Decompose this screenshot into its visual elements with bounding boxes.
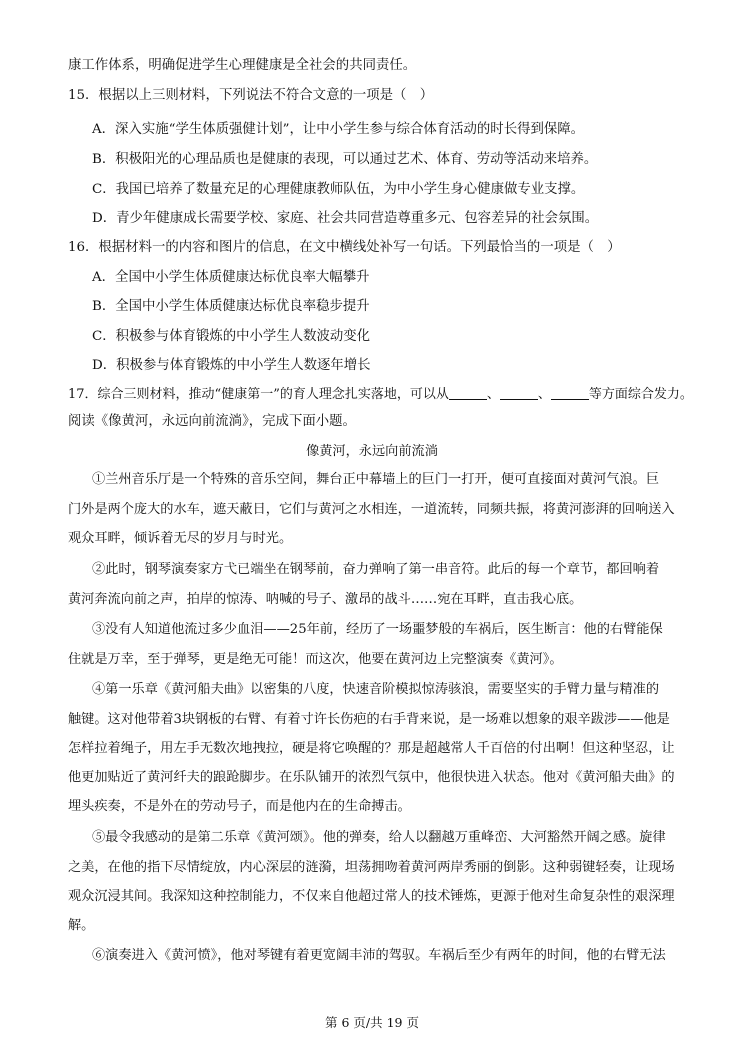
article-line: ①兰州音乐厅是一个特殊的音乐空间，舞台正中幕墙上的巨门一打开，便可直接面对黄河气浪。巨 (92, 472, 660, 487)
question-16-option-c: C．积极参与体育锻炼的中小学生人数波动变化 (92, 329, 371, 344)
article-line: ②此时，钢琴演奏家方弋已端坐在钢琴前，奋力弹响了第一串音符。此后的每一个章节，都回响着 (92, 562, 660, 577)
article-line: 黄河奔流向前之声，拍岸的惊涛、呐喊的号子、激昂的战斗……宛在耳畔，直击我心底。 (68, 592, 583, 607)
article-line: 触键。这对他带着3块钢板的右臂、有着寸许长伤疤的右手背来说，是一场难以想象的艰辛跋涉——他是 (68, 712, 670, 727)
page-number-footer: 第 6 页/共 19 页 (325, 1015, 419, 1030)
question-17-separator-2: 、 (537, 387, 551, 402)
question-16-option-b: B．全国中小学生体质健康达标优良率稳步提升 (92, 299, 370, 314)
question-15-option-b: B．积极阳光的心理品质也是健康的表现，可以通过艺术、体育、劳动等活动来培养。 (92, 152, 598, 167)
question-16-stem: 16．根据材料一的内容和图片的信息，在文中横线处补写一句话。下列最恰当的一项是（ ） (68, 240, 621, 255)
article-line: ④第一乐章《黄河船夫曲》以密集的八度，快速音阶模拟惊涛骇浪，需要坚实的手臂力量与精准的 (92, 682, 660, 697)
article-line: 观众沉浸其间。我深知这种控制能力，不仅来自他超过常人的技术锤炼，更源于他对生命复杂性的艰深理 (68, 889, 675, 904)
question-16-option-d: D．积极参与体育锻炼的中小学生人数逐年增长 (92, 358, 371, 373)
article-line: 门外是两个庞大的水车，遮天蔽日，它们与黄河之水相连，一道流转，同频共振，将黄河澎湃的回响送入 (68, 502, 675, 517)
question-17-stem-end: 等方面综合发力。 (588, 387, 693, 402)
question-16-option-a: A．全国中小学生体质健康达标优良率大幅攀升 (92, 270, 370, 285)
article-line: 观众耳畔，倾诉着无尽的岁月与时光。 (68, 531, 293, 546)
article-line: 他更加贴近了黄河纤夫的踉跄脚步。在乐队铺开的浓烈气氛中，他很快进入状态。他对《黄河船夫曲》的 (68, 770, 675, 785)
question-17-separator-1: 、 (486, 387, 500, 402)
article-line: 解。 (68, 918, 95, 933)
reading-intro: 阅读《像黄河，永远向前流淌》，完成下面小题。 (68, 414, 356, 429)
question-15-stem: 15．根据以上三则材料，下列说法不符合文意的一项是（ ） (68, 88, 434, 103)
article-line: 之美，在他的指下尽情绽放，内心深层的涟漪，坦荡拥吻着黄河两岸秀丽的倒影。这种弱键轻奏，让现场 (68, 860, 675, 875)
intro-tail-text: 康工作体系，明确促进学生心理健康是全社会的共同责任。 (68, 58, 417, 73)
question-17-stem-start: 17．综合三则材料，推动“健康第一”的育人理念扎实落地，可以从 (68, 387, 449, 402)
article-line: ⑤最令我感动的是第二乐章《黄河颂》。他的弹奏，给人以翻越万重峰峦、大河豁然开阔之感。旋律 (92, 830, 666, 845)
article-line: 埋头疾奏，不是外在的劳动号子，而是他内在的生命搏击。 (68, 799, 411, 814)
question-17-stem (68, 385, 693, 405)
article-title: 像黄河，永远向前流淌 (306, 444, 438, 459)
article-line: ⑥演奏进入《黄河愤》，他对琴键有着更宽阔丰沛的驾驭。车祸后至少有两年的时间，他的右臂无法 (92, 948, 666, 963)
article-line: 怎样拉着绳子，用左手无数次地拽拉，硬是将它唤醒的？那是超越常人千百倍的付出啊！但这种坚忍，让 (68, 741, 675, 756)
answer-blank-2 (500, 385, 538, 400)
article-line: 住就是万幸，至于弹琴，更是绝无可能！而这次，他要在黄河边上完整演奏《黄河》。 (68, 652, 563, 667)
article-line: ③没有人知道他流过多少血泪——25年前，经历了一场噩梦般的车祸后，医生断言：他的右臂能保 (92, 622, 663, 637)
answer-blank-1 (449, 385, 487, 400)
question-15-option-a: A．深入实施“学生体质强健计划”，让中小学生参与综合体育活动的时长得到保障。 (92, 122, 585, 137)
question-15-option-d: D．青少年健康成长需要学校、家庭、社会共同营造尊重多元、包容差异的社会氛围。 (92, 211, 599, 226)
answer-blank-3 (551, 385, 589, 400)
question-15-option-c: C．我国已培养了数量充足的心理健康教师队伍，为中小学生身心健康做专业支撑。 (92, 182, 585, 197)
